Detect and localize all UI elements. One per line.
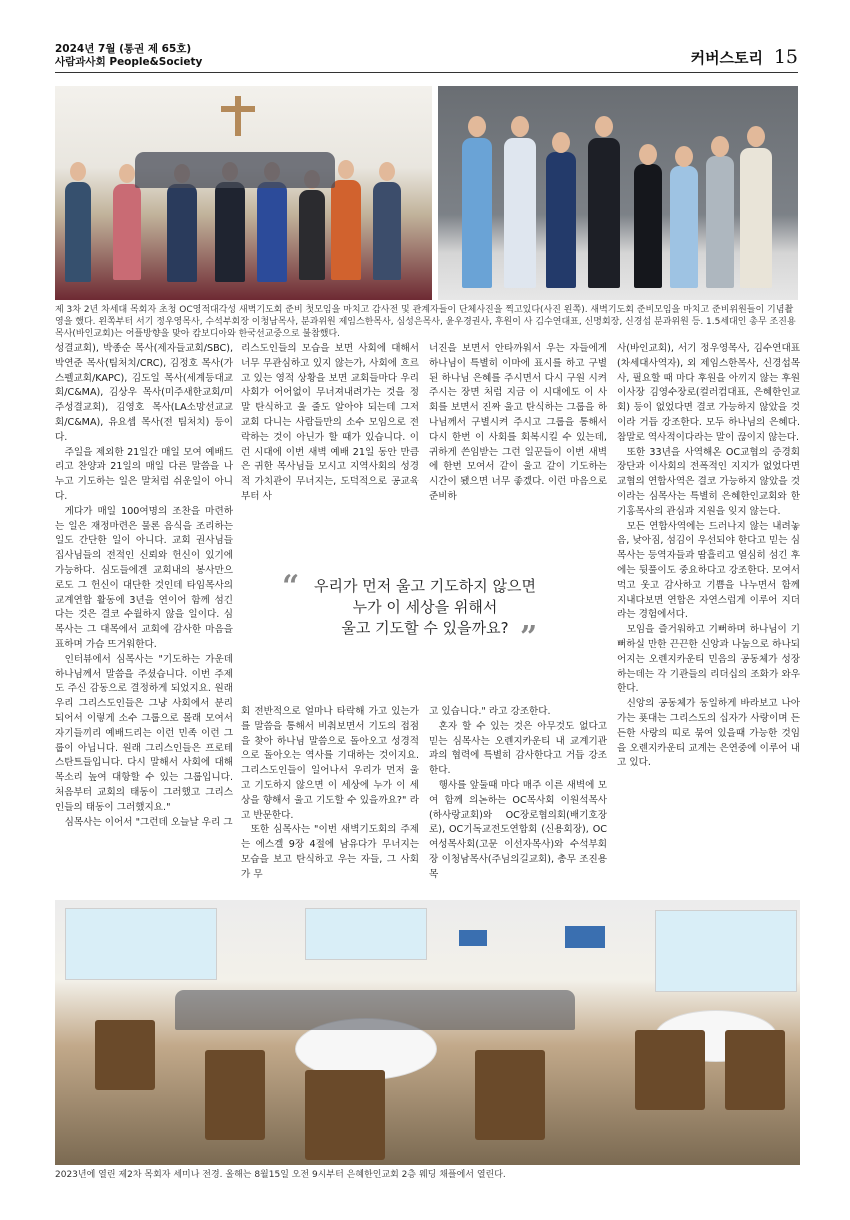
person-figure	[65, 182, 91, 282]
audience-crowd	[175, 990, 575, 1030]
person-figure	[215, 182, 245, 282]
person-figure	[113, 184, 141, 280]
paragraph: 모임을 즐거워하고 기뻐하며 하나님이 기뻐하실 만한 끈끈한 신앙과 나눔으로 하나되어지는 오렌지카운티 민음의 공동체가 성장하는데는 각 기관들의 리더십의 조화가 와우한다.	[617, 624, 800, 695]
paragraph: 행사를 앞둘때 마다 매주 이른 새벽에 모여 함께 의논하는 OC목사회 이원석목사(하사랑교회)와 OC장로협의회(배기호장로), OC기독교전도연합회 (신용회장), OC여성목사회(고문 이선자목사)와 수석부회장 이청남목사(주님의길교회), 총무 조진용목	[429, 779, 607, 880]
chair	[95, 1020, 155, 1090]
paragraph: 성결교회), 박종순 목사(제자들교회/SBC), 박연준 목사(팀처치/CRC), 김정호 목사(가스펠교회/KAPC), 김도일 목사(세계등대교회/C&MA), 김상우 목사(미주새한교회/미주성결교회), 김영호 목사(LA소망선교교회/C&MA), 유요셉 목사(전 팀처치) 등이다.	[55, 343, 233, 443]
quote-open-icon: “	[282, 569, 300, 604]
bottom-photo-caption: 2023년에 열린 제2차 목회자 세미나 전경. 올해는 8월15일 오전 9시부터 은혜한인교회 2층 웨딩 채플에서 열린다.	[55, 1170, 506, 1180]
paragraph: 모든 연합사역에는 드러나지 않는 내려놓음, 낮아짐, 섬김이 우선되야 한다고 믿는 심목사는 등역자들과 땀흘리고 열심히 섬긴 후에는 뒷풀이도 중요하다고 강조한다. 모여서 먹고 웃고 감사하고 기쁨을 나누면서 함께 지내다보면 연합은 자연스럽게 이루어 지더라는 경험에서다.	[617, 520, 800, 621]
paragraph: 심목사는 이어서 "그런데 오늘날 우리 그	[64, 816, 233, 828]
person-figure	[588, 138, 620, 288]
chair	[205, 1050, 265, 1140]
window	[65, 908, 217, 980]
chair	[305, 1070, 385, 1160]
person-head	[675, 146, 693, 167]
chair	[635, 1030, 705, 1110]
section-title: 커버스토리	[690, 49, 764, 67]
article-column-3-top	[429, 342, 607, 505]
cross-bar	[221, 106, 255, 112]
article-column-1	[55, 342, 233, 830]
paragraph: 또한 33년을 사역해온 OC교협의 증경회장단과 이사회의 전폭적인 지지가 없었다면 교협의 연합사역은 결코 가능하지 않았을 것이라는 심목사는 특별히 은혜한인교회와 한기홍목사의 관심과 지원을 잊지 않는다.	[617, 446, 800, 517]
paragraph: 너진을 보면서 안타까워서 우는 자들에게 하나님이 특별히 이마에 표시를 하고 구별된 하나님 은혜를 주시면서 다시 구원 시켜 주시는 장면 처럼 지금 이 시대에도 이 사회를 보면서 진짜 울고 탄식하는 그룹을 하나님께서 구별시켜 주시고 그룹을 통해서 다시 한번 이 사회를 회복시킬 수 있는데, 귀하게 쓴임받는 그런 일꾼들이 이번 새벽에 한번 모여서 같이 울고 같이 기도하는 시간이 됐으면 너무 좋겠다. 이런 마음으로 준비하	[429, 343, 607, 502]
paragraph: 게다가 매일 100여명의 조찬을 마련하는 일은 재정마련은 물론 음식을 조리하는 일도 간단한 일이 아니다. 교회 권사님들 집사님들의 전적인 신뢰와 헌신이 있기에 가능하다. 심도들에겐 교회내의 봉사만으로도 그 헌신이 대단한 것인데 타임목사의 교계연합 활동에 3년을 연이어 함께 섬긴다는 것은 결코 수월하지 않을 일이다. 심목사는 그 대목에서 교회에 감사한 마음을 표하며 가슴 뜨거워한다.	[55, 505, 233, 650]
paragraph: 사(바인교회), 서기 정우영목사, 김수연대표 (차세대사역자), 외 제임스한목사, 신경섭목사, 필요할 때 마다 후원을 아끼지 않는 후원이사장 김영수장로(컬러컴대표, 은혜한인교회) 등이 없었다면 결코 가능하지 않았을 것이라 거듭 강조한다. 모두 하나님의 은혜다. 참말로 역사적이다라는 말이 끊이지 않는다.	[617, 343, 800, 443]
article-column-2-top	[241, 342, 419, 505]
paragraph: 주일을 제외한 21일간 매일 모여 예배드리고 찬양과 21일의 매일 다른 말씀을 나누고 기도하는 일은 말처럼 쉬운일이 아니다.	[55, 446, 233, 502]
screen-icon	[459, 930, 487, 946]
paragraph: 또한 심목사는 "이번 새벽기도회의 주제는 에스겔 9장 4절에 남유다가 무너지는 모습을 보고 탄식하고 우는 자들, 그 사회가 무	[241, 824, 419, 880]
back-row-people	[135, 152, 335, 188]
person-figure	[257, 182, 287, 282]
article-column-2-bottom	[241, 705, 419, 883]
page-number: 15	[773, 46, 798, 68]
paragraph: 고 있습니다." 라고 강조한다.	[429, 706, 551, 717]
person-head	[552, 132, 570, 153]
person-head	[639, 144, 657, 165]
person-head	[747, 126, 765, 147]
person-head	[119, 164, 135, 183]
window	[305, 908, 427, 960]
chair	[725, 1030, 785, 1110]
pull-quote-line: 우리가 먼저 울고 기도하지 않으면	[314, 577, 536, 595]
cross-icon	[235, 96, 241, 136]
person-head	[70, 162, 86, 181]
person-figure	[167, 184, 197, 282]
paragraph: 혼자 할 수 있는 것은 아무것도 없다고 믿는 심목사는 오렌지카운티 내 교계기관과의 협력에 특별히 감사한다고 거듭 강조한다.	[429, 720, 607, 777]
person-figure	[740, 148, 772, 288]
person-figure	[634, 164, 662, 288]
seminar-hall-photo	[55, 900, 800, 1165]
article-column-3-bottom	[429, 705, 607, 883]
publication-name: 사람과사회 People&Society	[55, 56, 203, 68]
person-figure	[299, 190, 325, 280]
person-figure	[706, 156, 734, 288]
issue-label: 2024년 7월 (통권 제 65호)	[55, 43, 192, 55]
person-figure	[373, 182, 401, 280]
person-head	[511, 116, 529, 137]
person-figure	[331, 180, 361, 280]
quote-close-icon: ”	[520, 620, 538, 655]
paragraph: 신앙의 공동체가 동일하게 바라보고 나아가는 푯대는 그리스도의 십자가 사랑이며 든든한 사랑의 띠로 묶여 있을때 가능한 것임을 오렌지카운티 교계는 은연중에 이루어 내고 있다.	[617, 698, 800, 769]
person-figure	[504, 138, 536, 288]
window	[655, 910, 797, 992]
person-figure	[462, 138, 492, 288]
group-photo-sanctuary	[55, 86, 432, 300]
screen-icon	[565, 926, 605, 948]
header-section-block	[691, 46, 798, 68]
pull-quote-line: 울고 기도할 수 있을까요?	[341, 619, 509, 637]
paragraph: 인터뷰에서 심목사는 "기도하는 가운데 하나님께서 말씀을 주셨습니다. 이번 주제도 주신 감동으로 결정하게 되었지요. 원래 우리 그리스도인들은 그냥 사회에서 분리되어서 이렇게 소수 그룹으로 몰래 모여서 자기들끼리 예배드리는 이런 민족 이런 그룹이 아닙니다. 원래 그리스인들은 프로테스탄트들입니다. 다시 말해서 사회에 대해 목소리 높여 대항할 수 있는 그룹입니다. 처음부터 교회의 태동이 그러했고 그리스인들의 태동이 그러했지요."	[55, 653, 233, 813]
committee-photo	[438, 86, 798, 300]
chair	[475, 1050, 545, 1140]
person-head	[338, 160, 354, 179]
header-rule	[55, 72, 798, 73]
person-head	[595, 116, 613, 137]
top-photo-caption: 제 3차 2년 차세대 목회자 초청 OC영적대각성 새벽기도회 준비 첫모임을 마치고 감사전 및 관계자들이 단체사진을 찍고있다(사진 왼쪽). 새벽기도회 준비모임을 마치고 준비위원들이 기념촬영을 했다. 왼쪽부터 서기 정우영목사, 수석부회장 이청남목사, 분과위원 제임스한목사, 심성은목사, 윤우경권사, 후원이 사 김수연대표, 신명회장, 신경섭 분과위원 등. 1.5세대인 총무 조진용목사(바인교회)는 어플방향을 맞아 캄보디아와 한국선교중으로 불참했다.	[55, 305, 796, 339]
person-figure	[670, 166, 698, 288]
person-figure	[546, 152, 576, 288]
article-column-4	[617, 342, 800, 771]
header-issue-block	[55, 43, 202, 69]
paragraph: 회 전반적으로 얼마나 타락해 가고 있는가를 말씀을 통해서 비춰보면서 기도의 접점을 찾아 하나님 말씀으로 돌아오고 성경적으로 돌아오는 역사를 기대하는 것이지요. 그리스도인들이 일어나서 우리가 먼저 울고 기도하지 않으면 이 세상에 누가 이 세상을 향해서 울고 기도할 수 있을까요?" 라고 반문한다.	[241, 706, 419, 821]
person-head	[379, 162, 395, 181]
person-head	[711, 136, 729, 157]
person-head	[468, 116, 486, 137]
paragraph: 리스도인들의 모습을 보면 사회에 대해서 너무 무관심하고 있지 않는가, 사회에 흐르고 있는 영적 상황을 보면 교회들마다 우리 사회가 어어없이 무너져내려가는 것을 정말 탄식하고 울 줄도 알아야 되는데 그저 교회 다니는 사람들만의 소수 모임으로 전락하는 것이 아닌가 할 때가 있습니다. 이런 시대에 이번 새벽 예배 21일 동안 만큼은 귀한 목사님들 모시고 지역사회의 성경적 가치관이 무너지는, 도덕적으로 공교육부터 사	[241, 343, 419, 502]
pull-quote-line: 누가 이 세상을 위해서	[352, 598, 498, 616]
